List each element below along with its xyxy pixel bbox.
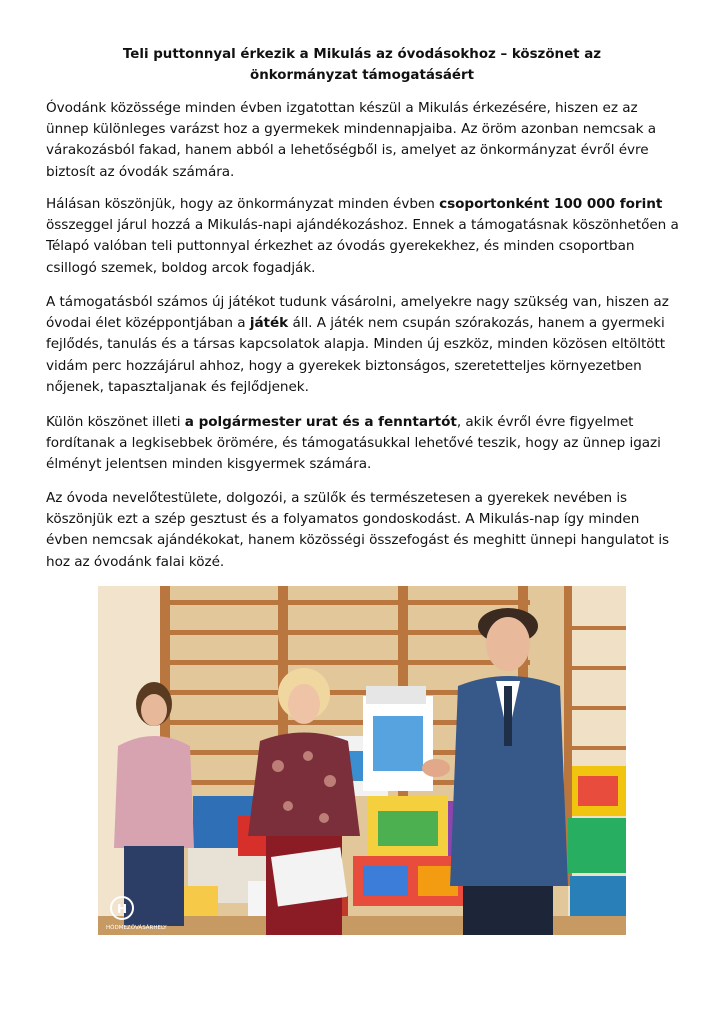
paragraph-mayor bbox=[46, 412, 682, 476]
paragraph-text: összeggel járul hozzá a Mikulás-napi ajándékozáshoz. Ennek a támogatásnak köszönhetően a Télapó valóban teli puttonnyal érkezhet az óvodás gyerekekhez, és minden csoportban csillogó szemek, boldog arcok fogadják. bbox=[46, 217, 679, 276]
paragraph-bold-amount: csoportonként 100 000 forint bbox=[439, 196, 663, 212]
watermark-logo-letter: H bbox=[116, 902, 128, 916]
paragraph-text: Óvodánk közössége minden évben izgatottan készül a Mikulás érkezésére, hiszen ez az ünnep különleges varázst hoz a gyermekek mindennapjaiba. Az öröm azonban nemcsak a várakozásból fakad, hanem abból a lehetőségből is, amelyet az önkormányzat évről évre biztosít az óvodák számára. bbox=[46, 100, 656, 180]
paragraph-text: Az óvoda nevelőtestülete, dolgozói, a szülők és természetesen a gyerekek nevében is köszönjük ezt a szép gesztust és a folyamatos gondoskodást. A Mikulás-nap így minden évben nemcsak ajándékokat, hanem közösségi összefogást és meghitt ünnepi hangulatot is hoz az óvodánk falai közé. bbox=[46, 490, 670, 570]
event-photo bbox=[98, 586, 626, 935]
watermark-text: HÓDMEZŐVÁSÁRHELY bbox=[106, 925, 167, 931]
paragraph-thanks bbox=[46, 194, 682, 279]
paragraph-text: áll. A játék nem csupán szórakozás, hanem a gyermeki fejlődés, tanulás és a társas kapcsolatok alapja. Minden új eszköz, minden közösen eltöltött vidám perc hozzájárul ahhoz, hogy a gyerekek biztonságos, szeretetteljes környezetben nőjenek, tapasztaljanak és fejlődjenek. bbox=[46, 315, 666, 395]
paragraph-intro bbox=[46, 98, 682, 183]
paragraph-text: A támogatásból számos új játékot tudunk vásárolni, amelyekre nagy szükség van, hiszen az óvodai élet középpontjában a bbox=[46, 294, 669, 332]
paragraph-text: , akik évről évre figyelmet fordítanak a legkisebbek örömére, és támogatásukkal lehetővé teszik, hogy az ünnep igazi élményt jelentsen minden kisgyermek számára. bbox=[46, 414, 661, 473]
paragraph-bold-mayor: a polgármester urat és a fenntartót bbox=[184, 414, 457, 430]
paragraph-toys bbox=[46, 292, 682, 398]
paragraph-text: Hálásan köszönjük, hogy az önkormányzat minden évben bbox=[46, 196, 440, 212]
article-title: Teli puttonnyal érkezik a Mikulás az óvodásokhoz – köszönet az önkormányzat támogatásáért bbox=[122, 47, 602, 83]
paragraph-closing bbox=[46, 488, 682, 573]
paragraph-text: Külön köszönet illeti bbox=[46, 414, 185, 430]
photo-illustration bbox=[98, 586, 626, 935]
paragraph-bold-play: játék bbox=[249, 315, 289, 332]
